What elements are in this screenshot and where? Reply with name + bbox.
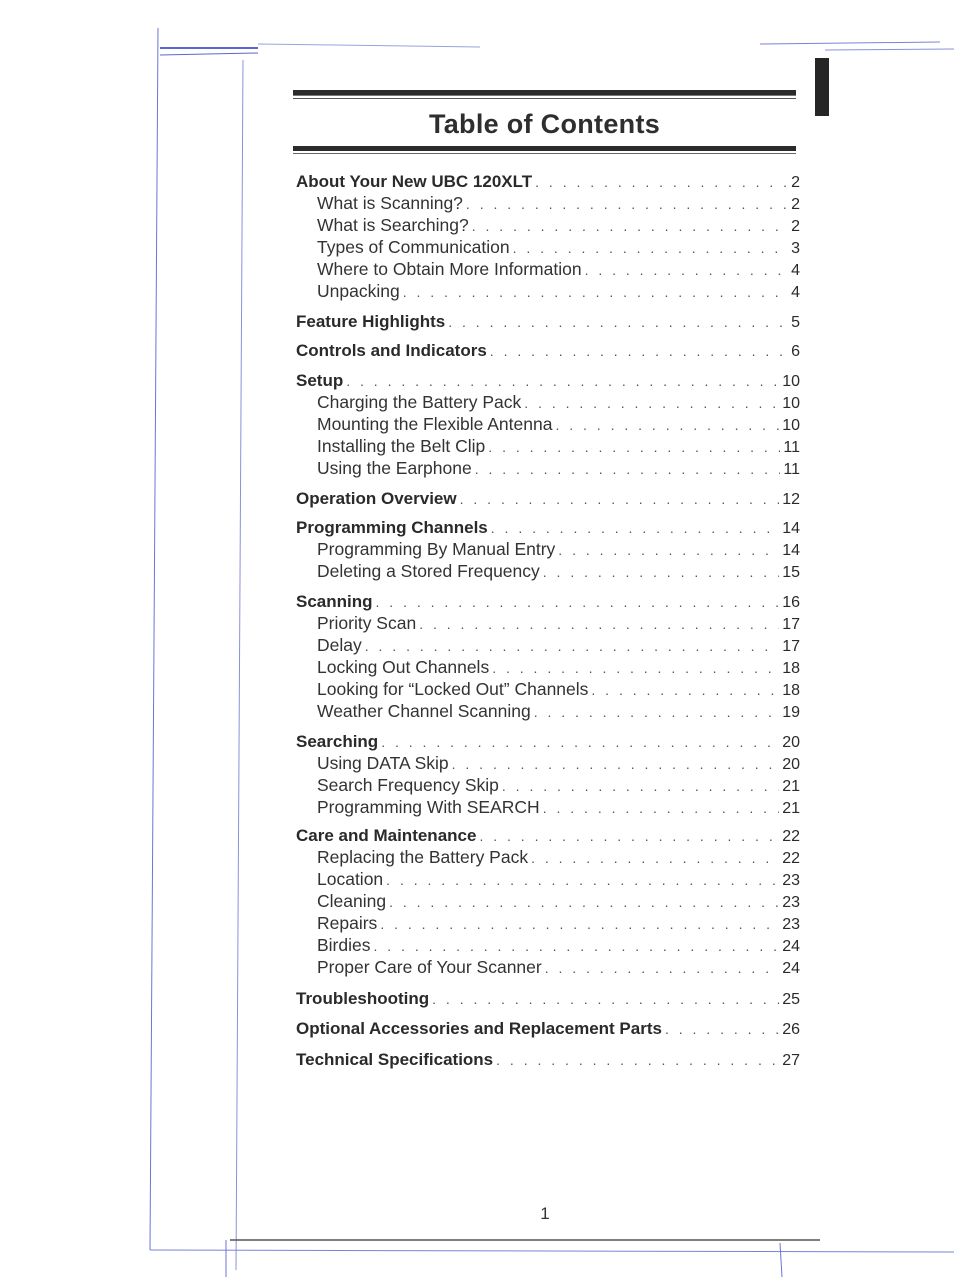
toc-entry-page: 20 [782, 734, 800, 751]
toc-subentry [317, 392, 800, 414]
toc-entry-label: Charging the Battery Pack [317, 392, 522, 412]
toc-entry-label: Using the Earphone [317, 458, 472, 478]
toc-section [296, 172, 800, 194]
toc-entry-label: Mounting the Flexible Antenna [317, 414, 553, 434]
dot-leader [545, 960, 779, 976]
toc-entry-page: 2 [791, 174, 800, 191]
title-rule-bottom [293, 146, 796, 151]
dot-leader [472, 218, 788, 234]
toc-entry-page: 19 [782, 704, 800, 721]
toc-subentry [317, 436, 800, 458]
toc-section [296, 312, 800, 334]
dot-leader [381, 734, 779, 750]
toc-entry-label: Proper Care of Your Scanner [317, 957, 542, 977]
dot-leader [460, 491, 780, 507]
toc-entry-page: 15 [782, 564, 800, 581]
toc-subentry [317, 957, 800, 979]
margin-tab-mark [815, 58, 829, 116]
toc-entry-page: 14 [782, 520, 800, 537]
toc-entry-label: Replacing the Battery Pack [317, 847, 529, 867]
dot-leader [374, 938, 780, 954]
toc-entry-page: 22 [782, 828, 800, 845]
toc-entry-page: 17 [782, 616, 800, 633]
toc-subentry [317, 775, 800, 797]
toc-entry-page: 20 [782, 756, 800, 773]
toc-entry-label: Operation Overview [296, 489, 457, 508]
dot-leader [380, 916, 779, 932]
toc-section [296, 341, 800, 363]
toc-entry-page: 21 [782, 800, 800, 817]
dot-leader [531, 850, 779, 866]
toc-entry-label: Technical Specifications [296, 1050, 494, 1069]
dot-leader [502, 778, 779, 794]
toc-entry-page: 12 [782, 491, 800, 508]
toc-entry-page: 2 [791, 218, 800, 235]
toc-section [296, 489, 800, 511]
toc-entry-page: 10 [782, 395, 800, 412]
toc-entry-label: Cleaning [317, 891, 387, 911]
dot-leader [665, 1021, 779, 1037]
dot-leader [488, 439, 780, 455]
toc-entry-label: Controls and Indicators [296, 341, 487, 360]
dot-leader [490, 343, 788, 359]
toc-subentry [317, 753, 800, 775]
toc-section [296, 1050, 800, 1072]
toc-entry-page: 17 [782, 638, 800, 655]
dot-leader [479, 828, 779, 844]
toc-entry-label: Types of Communication [317, 237, 510, 257]
toc-entry-page: 11 [783, 461, 800, 478]
toc-subentry [317, 539, 800, 561]
dot-leader [496, 1052, 779, 1068]
toc-entry-page: 18 [782, 682, 800, 699]
toc-section [296, 732, 800, 754]
toc-entry-page: 10 [782, 417, 800, 434]
toc-entry-page: 27 [782, 1052, 800, 1069]
toc-entry-label: Troubleshooting [296, 989, 430, 1008]
dot-leader [491, 520, 779, 536]
toc-entry-page: 14 [782, 542, 800, 559]
toc-entry-label: What is Scanning? [317, 193, 463, 213]
dot-leader [534, 704, 779, 720]
toc-entry-label: Search Frequency Skip [317, 775, 499, 795]
toc-entry-label: Delay [317, 635, 362, 655]
toc-entry-page: 6 [791, 343, 800, 360]
toc-entry-page: 24 [782, 938, 800, 955]
toc-entry-page: 4 [791, 262, 800, 279]
toc-entry-label: Priority Scan [317, 613, 417, 633]
dot-leader [389, 894, 779, 910]
dot-leader [448, 314, 788, 330]
dot-leader [432, 991, 779, 1007]
toc-subentry [317, 701, 800, 723]
toc-entry-label: Unpacking [317, 281, 400, 301]
toc-entry-page: 3 [791, 240, 800, 257]
toc-entry-label: Care and Maintenance [296, 826, 477, 845]
toc-entry-label: Deleting a Stored Frequency [317, 561, 540, 581]
toc-entry-page: 23 [782, 916, 800, 933]
toc-section [296, 518, 800, 540]
toc-entry-label: Where to Obtain More Information [317, 259, 582, 279]
dot-leader [346, 373, 779, 389]
toc-entry-label: Locking Out Channels [317, 657, 490, 677]
toc-entry-page: 23 [782, 872, 800, 889]
toc-entry-page: 23 [782, 894, 800, 911]
toc-entry-label: Installing the Belt Clip [317, 436, 486, 456]
dot-leader [365, 638, 779, 654]
dot-leader [535, 174, 788, 190]
toc-entry-page: 11 [783, 439, 800, 456]
toc-entry-page: 21 [782, 778, 800, 795]
toc-subentry [317, 657, 800, 679]
toc-subentry [317, 215, 800, 237]
toc-section [296, 826, 800, 848]
toc-entry-page: 5 [791, 314, 800, 331]
toc-subentry [317, 891, 800, 913]
toc-subentry [317, 797, 800, 819]
dot-leader [403, 284, 788, 300]
toc-subentry [317, 193, 800, 215]
toc-entry-label: What is Searching? [317, 215, 469, 235]
title-rule-top-thin [293, 98, 796, 99]
dot-leader [466, 196, 788, 212]
toc-section [296, 371, 800, 393]
toc-entry-label: Programming By Manual Entry [317, 539, 556, 559]
title-block [293, 90, 796, 154]
toc-entry-label: Programming With SEARCH [317, 797, 540, 817]
toc-subentry [317, 913, 800, 935]
toc-entry-label: Weather Channel Scanning [317, 701, 531, 721]
toc-section [296, 1019, 800, 1041]
toc-subentry [317, 869, 800, 891]
toc-entry-label: Location [317, 869, 384, 889]
dot-leader [386, 872, 779, 888]
toc-entry-page: 25 [782, 991, 800, 1008]
toc-subentry [317, 613, 800, 635]
toc-entry-label: Feature Highlights [296, 312, 446, 331]
dot-leader [376, 594, 780, 610]
toc-entry-label: Looking for “Locked Out” Channels [317, 679, 589, 699]
toc-subentry [317, 259, 800, 281]
toc-entry-label: Optional Accessories and Replacement Parts [296, 1019, 662, 1038]
title-rule-bottom-thin [293, 153, 796, 154]
toc-subentry [317, 847, 800, 869]
dot-leader [585, 262, 789, 278]
toc-entry-page: 24 [782, 960, 800, 977]
toc-subentry [317, 414, 800, 436]
toc-entry-label: Scanning [296, 592, 373, 611]
dot-leader [475, 461, 781, 477]
toc-section [296, 989, 800, 1011]
toc-subentry [317, 281, 800, 303]
toc-entry-label: Using DATA Skip [317, 753, 449, 773]
dot-leader [591, 682, 779, 698]
dot-leader [513, 240, 789, 256]
toc-entry-page: 22 [782, 850, 800, 867]
toc-entry-page: 4 [791, 284, 800, 301]
page-number: 1 [540, 1204, 550, 1223]
toc-entry-page: 2 [791, 196, 800, 213]
dot-leader [558, 542, 779, 558]
toc-entry-page: 18 [782, 660, 800, 677]
toc-entry-label: About Your New UBC 120XLT [296, 172, 533, 191]
toc-subentry [317, 679, 800, 701]
toc-subentry [317, 935, 800, 957]
dot-leader [543, 564, 779, 580]
toc-subentry [317, 635, 800, 657]
dot-leader [543, 800, 780, 816]
toc-subentry [317, 458, 800, 480]
page-title: Table of Contents [428, 109, 661, 139]
toc-subentry [317, 237, 800, 259]
toc-entry-label: Setup [296, 371, 344, 390]
title-rule-top [293, 90, 796, 96]
toc-subentry [317, 561, 800, 583]
toc-section [296, 592, 800, 614]
toc-entry-label: Searching [296, 732, 379, 751]
toc-entry-label: Birdies [317, 935, 371, 955]
dot-leader [524, 395, 779, 411]
toc-entry-page: 26 [782, 1021, 800, 1038]
dot-leader [492, 660, 779, 676]
toc-entry-label: Repairs [317, 913, 378, 933]
toc-entry-page: 16 [782, 594, 800, 611]
dot-leader [452, 756, 780, 772]
toc-entry-page: 10 [782, 373, 800, 390]
dot-leader [419, 616, 779, 632]
dot-leader [555, 417, 779, 433]
toc-entry-label: Programming Channels [296, 518, 488, 537]
